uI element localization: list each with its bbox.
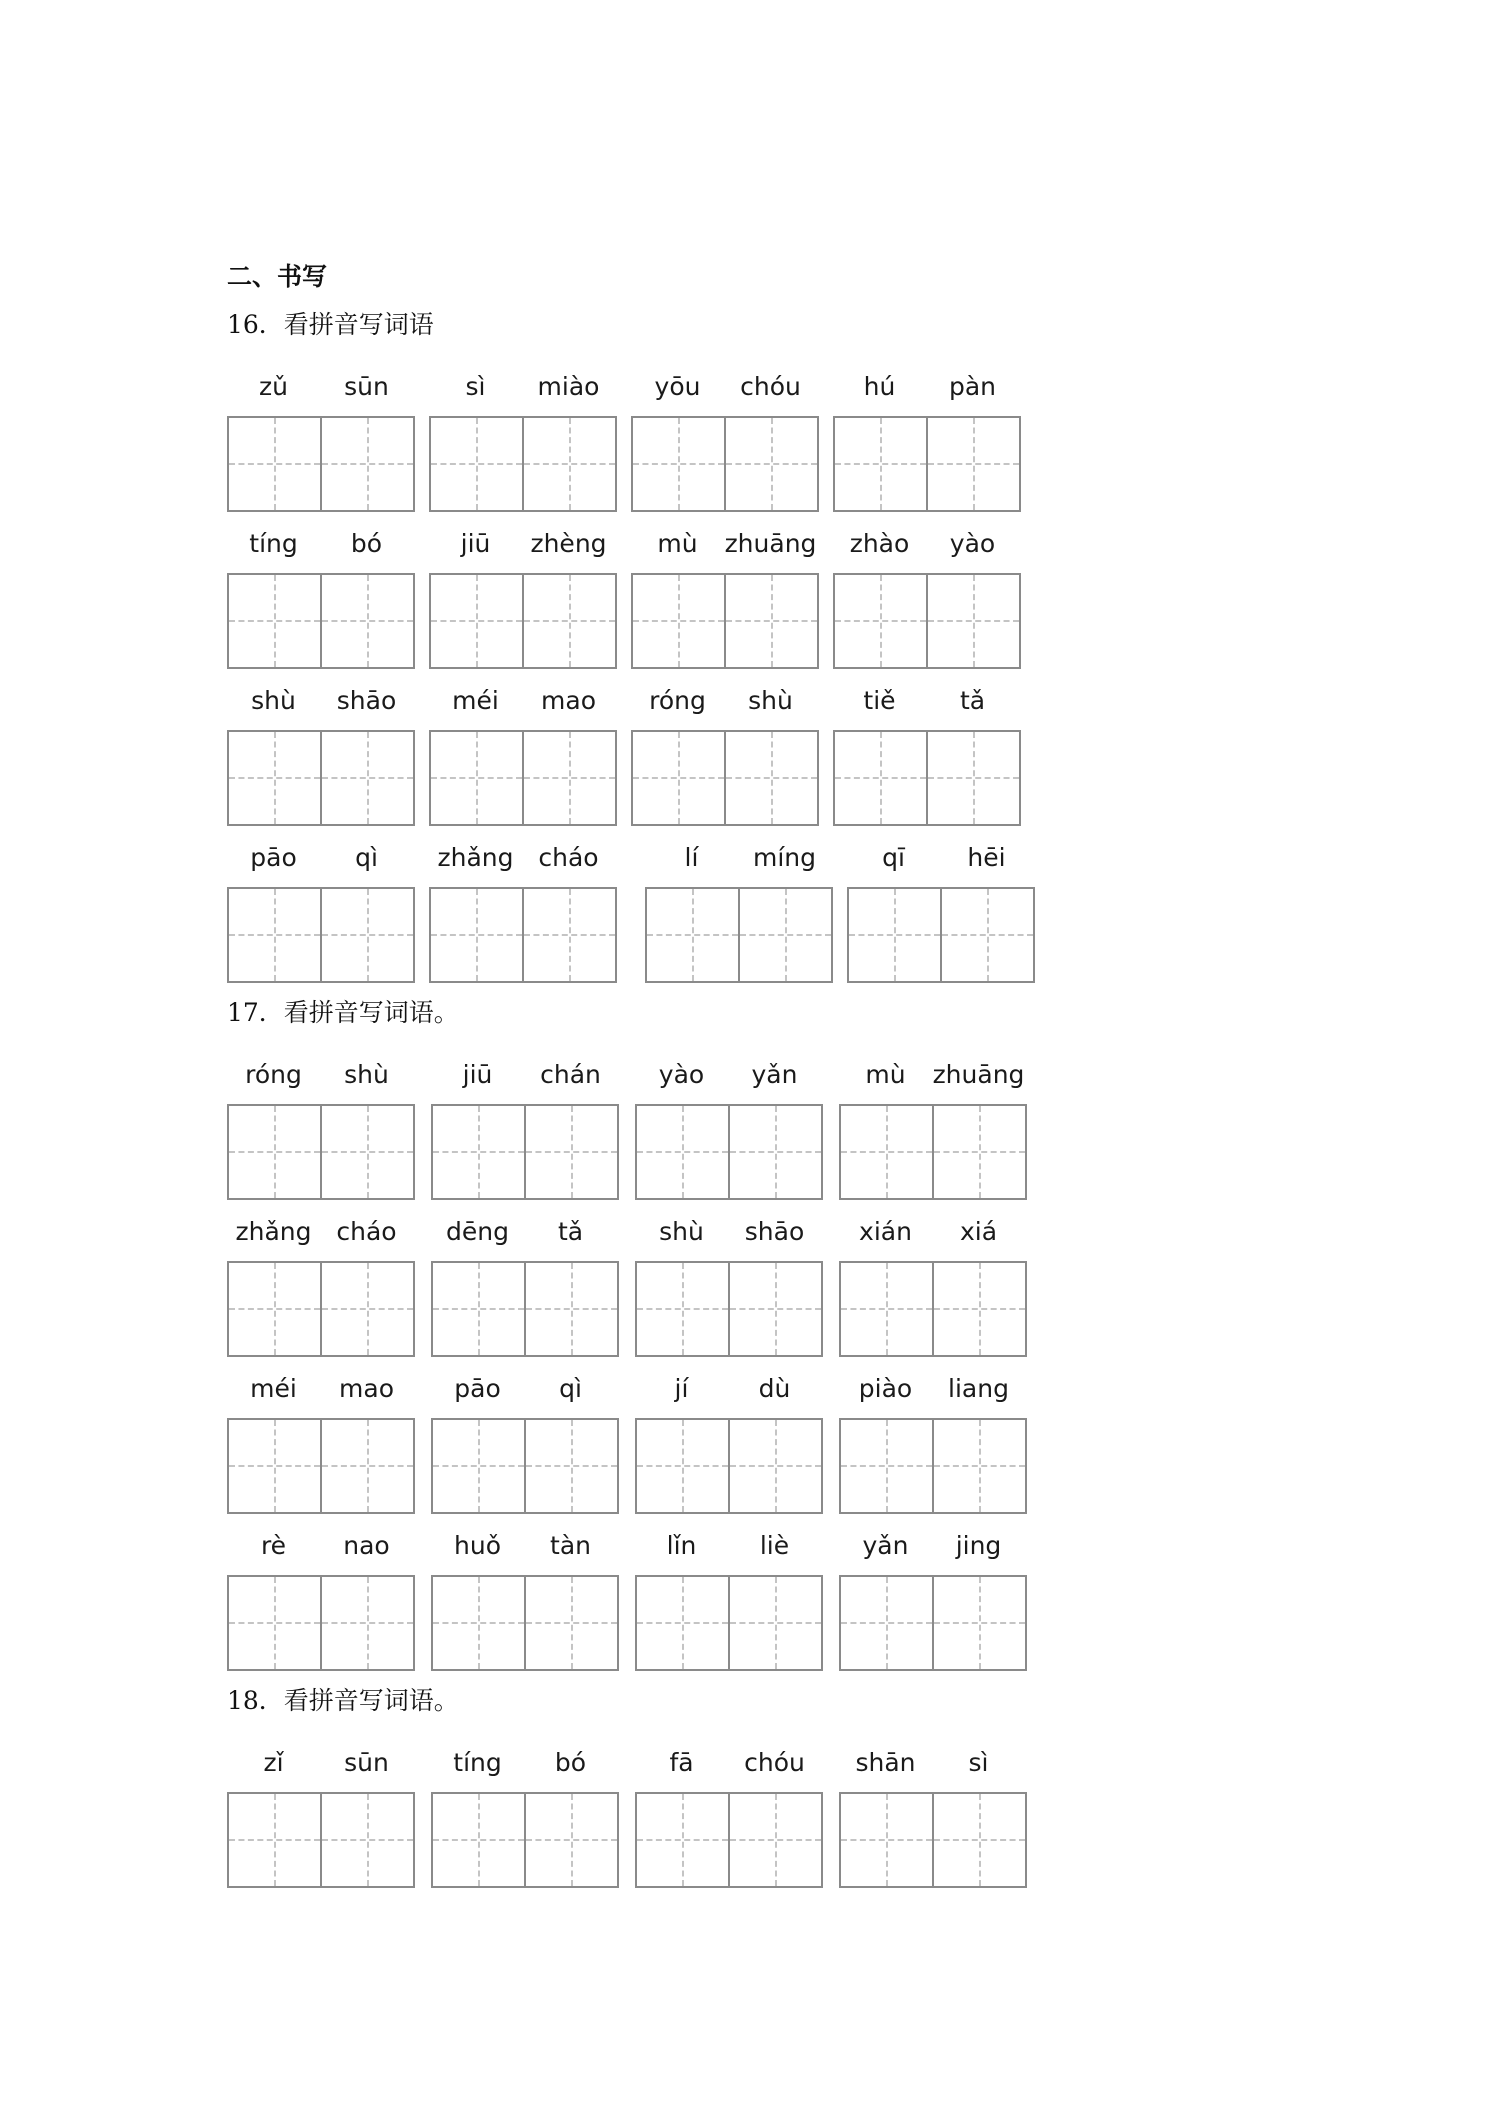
pinyin-label: fā <box>669 1748 694 1777</box>
tian-zi-ge-cell[interactable] <box>524 418 615 510</box>
tian-zi-ge-cell[interactable] <box>229 418 322 510</box>
tian-zi-ge-cell[interactable] <box>934 1794 1025 1886</box>
tian-zi-ge-cell[interactable] <box>322 732 413 824</box>
tian-zi-ge-cell[interactable] <box>322 1106 413 1198</box>
pinyin-label: huǒ <box>454 1531 501 1560</box>
pinyin-label: jí <box>674 1374 689 1403</box>
tian-zi-ge-cell[interactable] <box>322 575 413 667</box>
writing-box[interactable] <box>631 730 819 826</box>
tian-zi-ge-cell[interactable] <box>637 1577 730 1669</box>
writing-box[interactable] <box>227 573 415 669</box>
word-item <box>631 527 817 687</box>
pinyin-label: zǐ <box>263 1748 284 1777</box>
tian-zi-ge-cell[interactable] <box>322 1794 413 1886</box>
pinyin-label: tǎ <box>557 1217 584 1246</box>
pinyin-label: yǎn <box>862 1531 909 1560</box>
writing-box[interactable] <box>227 1792 415 1888</box>
pinyin-label: mao <box>541 686 596 715</box>
tian-zi-ge-cell[interactable] <box>322 418 413 510</box>
tian-zi-ge-cell[interactable] <box>526 1794 617 1886</box>
pinyin-label: shù <box>344 1060 389 1089</box>
word-item <box>635 1746 821 1906</box>
tian-zi-ge-cell[interactable] <box>841 1577 934 1669</box>
writing-box[interactable] <box>635 1104 823 1200</box>
pinyin-label: cháo <box>538 843 599 872</box>
pinyin-label: liè <box>759 1531 790 1560</box>
tian-zi-ge-cell[interactable] <box>726 575 817 667</box>
writing-box[interactable] <box>227 887 415 983</box>
writing-box[interactable] <box>635 1261 823 1357</box>
writing-box[interactable] <box>227 730 415 826</box>
tian-zi-ge-cell[interactable] <box>322 1577 413 1669</box>
tian-zi-ge-cell[interactable] <box>637 1420 730 1512</box>
writing-box[interactable] <box>227 1418 415 1514</box>
tian-zi-ge-cell[interactable] <box>229 1577 322 1669</box>
word-item <box>431 1058 617 1218</box>
pinyin-label: bó <box>350 529 383 558</box>
pinyin-label: yōu <box>654 372 701 401</box>
word-item <box>833 684 1019 844</box>
word-item <box>839 1372 1025 1532</box>
tian-zi-ge-cell[interactable] <box>647 889 740 981</box>
tian-zi-ge-cell[interactable] <box>229 1263 322 1355</box>
pinyin-label: sì <box>968 1748 989 1777</box>
question-18-title: 18．看拼音写词语。 <box>227 1686 459 1715</box>
pinyin-label: nao <box>343 1531 390 1560</box>
pinyin-label: lí <box>684 843 699 872</box>
pinyin-label: shān <box>855 1748 916 1777</box>
tian-zi-ge-cell[interactable] <box>433 1794 526 1886</box>
pinyin-label: rè <box>260 1531 287 1560</box>
tian-zi-ge-cell[interactable] <box>835 575 928 667</box>
word-item <box>227 1372 413 1532</box>
writing-box[interactable] <box>429 887 617 983</box>
pinyin-label: yào <box>949 529 996 558</box>
pinyin-label: qī <box>882 843 905 872</box>
word-item <box>631 370 817 530</box>
tian-zi-ge-cell[interactable] <box>849 889 942 981</box>
tian-zi-ge-cell[interactable] <box>229 732 322 824</box>
tian-zi-ge-cell[interactable] <box>433 1106 526 1198</box>
tian-zi-ge-cell[interactable] <box>229 889 322 981</box>
word-item <box>227 1529 413 1689</box>
word-item <box>839 1058 1025 1218</box>
tian-zi-ge-cell[interactable] <box>229 575 322 667</box>
tian-zi-ge-cell[interactable] <box>633 575 726 667</box>
pinyin-label: chán <box>540 1060 601 1089</box>
tian-zi-ge-cell[interactable] <box>433 1420 526 1512</box>
pinyin-label: róng <box>245 1060 302 1089</box>
pinyin-label: tàn <box>550 1531 591 1560</box>
pinyin-label: jiū <box>460 529 491 558</box>
tian-zi-ge-cell[interactable] <box>928 418 1019 510</box>
tian-zi-ge-cell[interactable] <box>730 1106 821 1198</box>
writing-box[interactable] <box>635 1418 823 1514</box>
pinyin-label: zǔ <box>259 372 288 401</box>
pinyin-label: méi <box>452 686 499 715</box>
word-item <box>227 684 413 844</box>
pinyin-label: zhǎng <box>437 843 514 872</box>
word-item <box>635 1058 821 1218</box>
word-item <box>833 370 1019 530</box>
word-item <box>431 1372 617 1532</box>
tian-zi-ge-cell[interactable] <box>730 1577 821 1669</box>
pinyin-label: méi <box>250 1374 297 1403</box>
word-item <box>429 841 615 1001</box>
word-item <box>839 1529 1025 1689</box>
writing-box[interactable] <box>431 1261 619 1357</box>
pinyin-label: zhǎng <box>235 1217 312 1246</box>
writing-box[interactable] <box>635 1575 823 1671</box>
tian-zi-ge-cell[interactable] <box>841 1106 934 1198</box>
writing-box[interactable] <box>847 887 1035 983</box>
word-item <box>631 684 817 844</box>
writing-box[interactable] <box>833 416 1021 512</box>
tian-zi-ge-cell[interactable] <box>433 1263 526 1355</box>
pinyin-label: zhuāng <box>724 529 817 558</box>
tian-zi-ge-cell[interactable] <box>431 418 524 510</box>
pinyin-label: shù <box>659 1217 704 1246</box>
writing-box[interactable] <box>431 1104 619 1200</box>
word-item <box>429 370 615 530</box>
pinyin-label: shù <box>251 686 296 715</box>
tian-zi-ge-cell[interactable] <box>322 889 413 981</box>
pinyin-label: róng <box>649 686 706 715</box>
writing-box[interactable] <box>431 1792 619 1888</box>
pinyin-label: zhèng <box>530 529 607 558</box>
pinyin-label: hú <box>863 372 896 401</box>
pinyin-label: qì <box>559 1374 582 1403</box>
tian-zi-ge-cell[interactable] <box>526 1106 617 1198</box>
pinyin-label: jiū <box>462 1060 493 1089</box>
tian-zi-ge-cell[interactable] <box>934 1420 1025 1512</box>
word-item <box>227 1746 413 1906</box>
writing-box[interactable] <box>431 1575 619 1671</box>
section-heading: 二、书写 <box>227 262 328 291</box>
pinyin-label: zhào <box>849 529 910 558</box>
pinyin-label: tiě <box>863 686 896 715</box>
pinyin-label: liang <box>948 1374 1009 1403</box>
word-item <box>839 1215 1025 1375</box>
pinyin-label: jing <box>955 1531 1002 1560</box>
tian-zi-ge-cell[interactable] <box>526 1263 617 1355</box>
word-item <box>635 1372 821 1532</box>
tian-zi-ge-cell[interactable] <box>322 1263 413 1355</box>
tian-zi-ge-cell[interactable] <box>740 889 831 981</box>
word-item <box>429 684 615 844</box>
pinyin-label: sūn <box>344 372 389 401</box>
pinyin-label: chóu <box>740 372 801 401</box>
tian-zi-ge-cell[interactable] <box>637 1794 730 1886</box>
tian-zi-ge-cell[interactable] <box>841 1420 934 1512</box>
tian-zi-ge-cell[interactable] <box>431 575 524 667</box>
word-item <box>839 1746 1025 1906</box>
pinyin-label: chóu <box>744 1748 805 1777</box>
writing-box[interactable] <box>839 1261 1027 1357</box>
writing-box[interactable] <box>833 730 1021 826</box>
writing-box[interactable] <box>227 1261 415 1357</box>
tian-zi-ge-cell[interactable] <box>934 1263 1025 1355</box>
writing-box[interactable] <box>645 887 833 983</box>
pinyin-label: mao <box>339 1374 394 1403</box>
pinyin-label: shāo <box>336 686 397 715</box>
writing-box[interactable] <box>839 1104 1027 1200</box>
tian-zi-ge-cell[interactable] <box>942 889 1033 981</box>
tian-zi-ge-cell[interactable] <box>433 1577 526 1669</box>
tian-zi-ge-cell[interactable] <box>229 1106 322 1198</box>
word-item <box>635 1529 821 1689</box>
pinyin-label: piào <box>858 1374 913 1403</box>
writing-box[interactable] <box>839 1418 1027 1514</box>
tian-zi-ge-cell[interactable] <box>526 1577 617 1669</box>
pinyin-label: lǐn <box>666 1531 697 1560</box>
pinyin-label: sūn <box>344 1748 389 1777</box>
pinyin-label: pāo <box>250 843 297 872</box>
word-item <box>431 1215 617 1375</box>
pinyin-label: míng <box>752 843 816 872</box>
pinyin-label: miào <box>537 372 600 401</box>
tian-zi-ge-cell[interactable] <box>730 1263 821 1355</box>
tian-zi-ge-cell[interactable] <box>633 418 726 510</box>
question-17-title: 17．看拼音写词语。 <box>227 998 459 1027</box>
tian-zi-ge-cell[interactable] <box>526 1420 617 1512</box>
writing-box[interactable] <box>429 573 617 669</box>
pinyin-label: cháo <box>336 1217 397 1246</box>
tian-zi-ge-cell[interactable] <box>841 1263 934 1355</box>
tian-zi-ge-cell[interactable] <box>229 1794 322 1886</box>
tian-zi-ge-cell[interactable] <box>524 575 615 667</box>
writing-box[interactable] <box>429 416 617 512</box>
tian-zi-ge-cell[interactable] <box>431 732 524 824</box>
pinyin-label: zhuāng <box>932 1060 1025 1089</box>
writing-box[interactable] <box>227 416 415 512</box>
pinyin-label: yǎn <box>751 1060 798 1089</box>
tian-zi-ge-cell[interactable] <box>934 1106 1025 1198</box>
writing-box[interactable] <box>631 573 819 669</box>
pinyin-label: tíng <box>453 1748 502 1777</box>
writing-box[interactable] <box>429 730 617 826</box>
pinyin-label: yào <box>658 1060 705 1089</box>
tian-zi-ge-cell[interactable] <box>637 1263 730 1355</box>
pinyin-label: pāo <box>454 1374 501 1403</box>
tian-zi-ge-cell[interactable] <box>322 1420 413 1512</box>
pinyin-label: shāo <box>744 1217 805 1246</box>
writing-box[interactable] <box>227 1575 415 1671</box>
pinyin-label: tíng <box>249 529 298 558</box>
tian-zi-ge-cell[interactable] <box>730 1420 821 1512</box>
word-item <box>227 370 413 530</box>
tian-zi-ge-cell[interactable] <box>730 1794 821 1886</box>
pinyin-label: hēi <box>967 843 1006 872</box>
tian-zi-ge-cell[interactable] <box>841 1794 934 1886</box>
tian-zi-ge-cell[interactable] <box>726 732 817 824</box>
pinyin-label: qì <box>355 843 378 872</box>
writing-box[interactable] <box>635 1792 823 1888</box>
writing-box[interactable] <box>631 416 819 512</box>
pinyin-label: dù <box>758 1374 791 1403</box>
tian-zi-ge-cell[interactable] <box>633 732 726 824</box>
writing-box[interactable] <box>227 1104 415 1200</box>
word-item <box>227 1058 413 1218</box>
pinyin-label: shù <box>748 686 793 715</box>
word-item <box>227 1215 413 1375</box>
pinyin-label: tǎ <box>959 686 986 715</box>
word-item <box>429 527 615 687</box>
writing-box[interactable] <box>431 1418 619 1514</box>
tian-zi-ge-cell[interactable] <box>637 1106 730 1198</box>
pinyin-label: xiá <box>959 1217 998 1246</box>
word-item <box>645 841 831 1001</box>
pinyin-label: mù <box>865 1060 906 1089</box>
tian-zi-ge-cell[interactable] <box>928 575 1019 667</box>
word-item <box>227 841 413 1001</box>
pinyin-label: mù <box>657 529 698 558</box>
tian-zi-ge-cell[interactable] <box>928 732 1019 824</box>
word-item <box>833 527 1019 687</box>
tian-zi-ge-cell[interactable] <box>835 418 928 510</box>
pinyin-label: sì <box>465 372 486 401</box>
writing-box[interactable] <box>833 573 1021 669</box>
tian-zi-ge-cell[interactable] <box>524 889 615 981</box>
pinyin-label: bó <box>554 1748 587 1777</box>
tian-zi-ge-cell[interactable] <box>229 1420 322 1512</box>
writing-box[interactable] <box>839 1575 1027 1671</box>
word-item <box>431 1529 617 1689</box>
word-item <box>635 1215 821 1375</box>
tian-zi-ge-cell[interactable] <box>431 889 524 981</box>
word-item <box>431 1746 617 1906</box>
tian-zi-ge-cell[interactable] <box>726 418 817 510</box>
pinyin-label: pàn <box>948 372 997 401</box>
pinyin-label: dēng <box>446 1217 509 1246</box>
question-16-title: 16．看拼音写词语 <box>227 310 434 339</box>
word-item <box>227 527 413 687</box>
word-item <box>847 841 1033 1001</box>
tian-zi-ge-cell[interactable] <box>934 1577 1025 1669</box>
tian-zi-ge-cell[interactable] <box>835 732 928 824</box>
writing-box[interactable] <box>839 1792 1027 1888</box>
pinyin-label: xián <box>859 1217 912 1246</box>
tian-zi-ge-cell[interactable] <box>524 732 615 824</box>
